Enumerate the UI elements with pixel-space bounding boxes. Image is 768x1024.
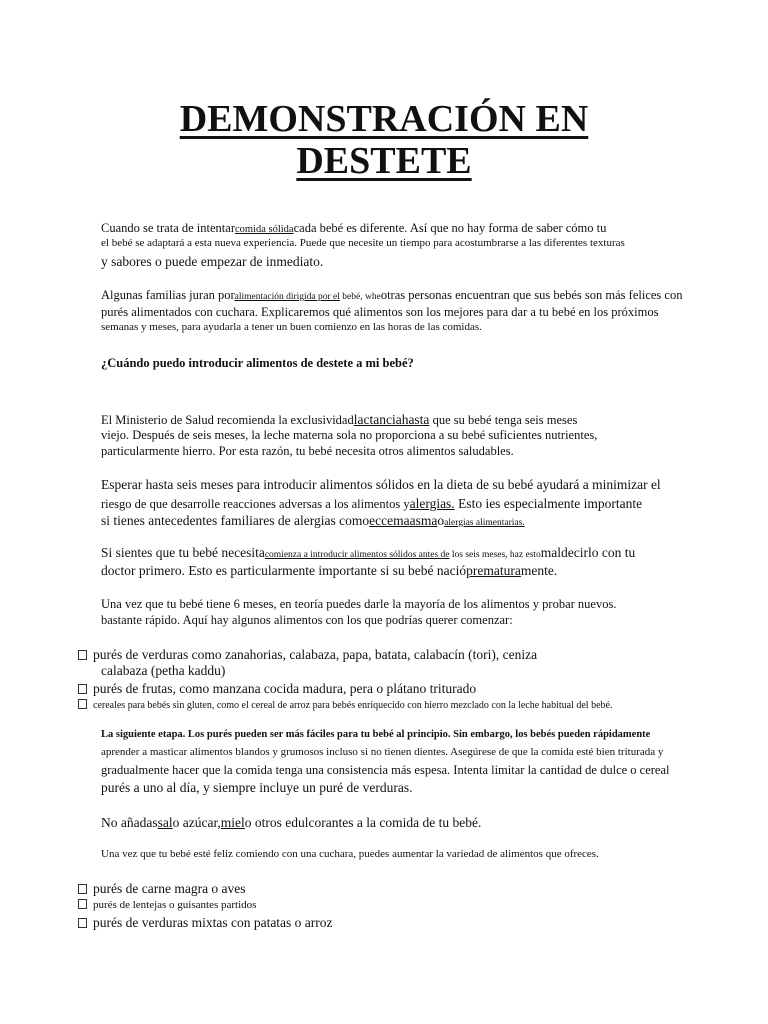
text-span: riesgo de que desarrolle reacciones adversas a los alimentos y [101,497,410,511]
link-alergias-alimentarias[interactable]: alergias alimentarias. [444,518,525,528]
text-span: Algunas familias juran por [101,288,235,302]
text-span: mente. [520,563,558,578]
paragraph-4-line-2 [101,496,642,512]
link-comienza-introducir[interactable]: comienza a introducir alimentos sólidos antes de [264,550,450,560]
link-asma[interactable]: asma [409,513,438,528]
checkbox-icon [78,684,87,694]
checkbox-icon [78,884,87,894]
paragraph-5-line-2 [101,563,557,579]
text-span: cada bebé es diferente. Así que no hay forma de saber cómo tu [293,221,607,235]
list-item-text: cereales para bebés sin gluten, como el cereal de arroz para bebés enriquecido con hierro mezclado con la leche habitual del bebé. [93,700,613,711]
paragraph-3-line-2: viejo. Después de seis meses, la leche materna sola no proporciona a su bebé suficientes nutrientes, [101,428,598,442]
text-span: o [437,513,445,528]
list-item-text: purés de carne magra o aves [93,881,246,896]
text-span: que su bebé tenga seis meses [429,413,578,427]
list-item-text: purés de frutas, como manzana cocida madura, pera o plátano triturado [93,681,477,696]
list-item [78,681,476,697]
paragraph-7-line-4: purés a uno al día, y siempre incluye un puré de verduras. [101,780,413,795]
text-span: Cuando se trata de intentar [101,221,235,235]
link-prematura[interactable]: prematura [466,563,521,578]
paragraph-4-line-1: Esperar hasta seis meses para introducir alimentos sólidos en la dieta de su bebé ayudará a minimizar el [101,477,661,492]
text-span: o otros edulcorantes a la comida de tu bebé. [244,815,482,830]
text-span: si tienes antecedentes familiares de alergias como [101,513,370,528]
paragraph-2-line-3: semanas y meses, para ayudarla a tener un buen comienzo en las horas de las comidas. [101,321,482,333]
checkbox-icon [78,650,87,660]
document-title-line-1: DEMONSTRACIÓN EN [179,98,589,140]
list-item [78,899,256,911]
text-span: los seis meses, haz esto [449,550,541,560]
text-span: maldecirlo con tu [540,545,636,560]
list-item-text: purés de lentejas o guisantes partidos [93,899,257,911]
list-item [78,881,246,897]
list-item [78,915,333,931]
text-span: otras personas encuentran que sus bebés son más felices con [380,288,683,302]
text-span: El Ministerio de Salud recomienda la exclusividad [101,413,354,427]
paragraph-5-line-1 [101,545,635,561]
checkbox-icon [78,918,87,928]
list-item-text: purés de verduras como zanahorias, calabaza, papa, batata, calabacín (tori), ceniza [93,647,538,662]
text-span: doctor primero. Esto es particularmente importante si su bebé nació [101,563,467,578]
link-alergias[interactable]: alergias. [409,496,455,511]
list-item [78,647,537,663]
paragraph-7-line-2: aprender a masticar alimentos blandos y grumosos incluso si no tienen dientes. Asegúrese de que la comida esté bien triturada y [101,746,664,758]
paragraph-7-line-1: La siguiente etapa. Los purés pueden ser más fáciles para tu bebé al principio. Sin embargo, los bebés pueden rápidamente [101,729,651,740]
list-item-text: purés de verduras mixtas con patatas o arroz [93,915,333,930]
paragraph-7-line-3: gradualmente hacer que la comida tenga una consistencia más espesa. Intenta limitar la cantidad de dulce o cereal [101,763,670,777]
link-sal[interactable]: sal [157,815,173,830]
paragraph-1-line-3: y sabores o puede empezar de inmediato. [101,254,324,269]
paragraph-9: Una vez que tu bebé esté feliz comiendo con una cuchara, puedes aumentar la variedad de alimentos que ofreces. [101,848,599,860]
text-span: Esto ies especialmente importante [454,496,643,511]
section-heading: ¿Cuándo puedo introducir alimentos de destete a mi bebé? [101,356,414,370]
paragraph-1-line-2: el bebé se adaptará a esta nueva experiencia. Puede que necesite un tiempo para acostumbrarse a las diferentes texturas [101,237,625,249]
link-hasta[interactable]: hasta [401,412,430,427]
link-miel[interactable]: miel [220,815,245,830]
paragraph-4-line-3 [101,513,525,529]
text-span: bebé, whe [339,292,381,302]
text-span: No añadas [101,815,158,830]
link-lactancia[interactable]: lactancia [353,412,402,427]
paragraph-3-line-1 [101,412,577,428]
checkbox-icon [78,899,87,909]
document-title-line-2: DESTETE [296,140,472,182]
link-eccema[interactable]: eccema [369,513,410,528]
link-comida-solida[interactable]: comida sólida [234,224,294,235]
paragraph-6-line-1: Una vez que tu bebé tiene 6 meses, en teoría puedes darle la mayoría de los alimentos y probar nuevos. [101,597,617,611]
list-item [78,699,612,711]
paragraph-1-line-1 [101,221,606,236]
paragraph-6-line-2: bastante rápido. Aquí hay algunos alimentos con los que podrías querer comenzar: [101,613,513,627]
link-alimentacion-dirigida[interactable]: alimentación dirigida por el [234,292,340,302]
list-item-continuation: calabaza (petha kaddu) [101,663,226,678]
text-span: o azúcar, [172,815,221,830]
paragraph-3-line-3: particularmente hierro. Por esta razón, tu bebé necesita otros alimentos saludables. [101,444,514,458]
text-span: Si sientes que tu bebé necesita [101,545,265,560]
checkbox-icon [78,699,87,709]
paragraph-8 [101,815,481,831]
paragraph-2-line-2: purés alimentados con cuchara. Explicaremos qué alimentos son los mejores para dar a tu bebé en los próximos [101,305,659,319]
paragraph-2-line-1 [101,288,682,303]
